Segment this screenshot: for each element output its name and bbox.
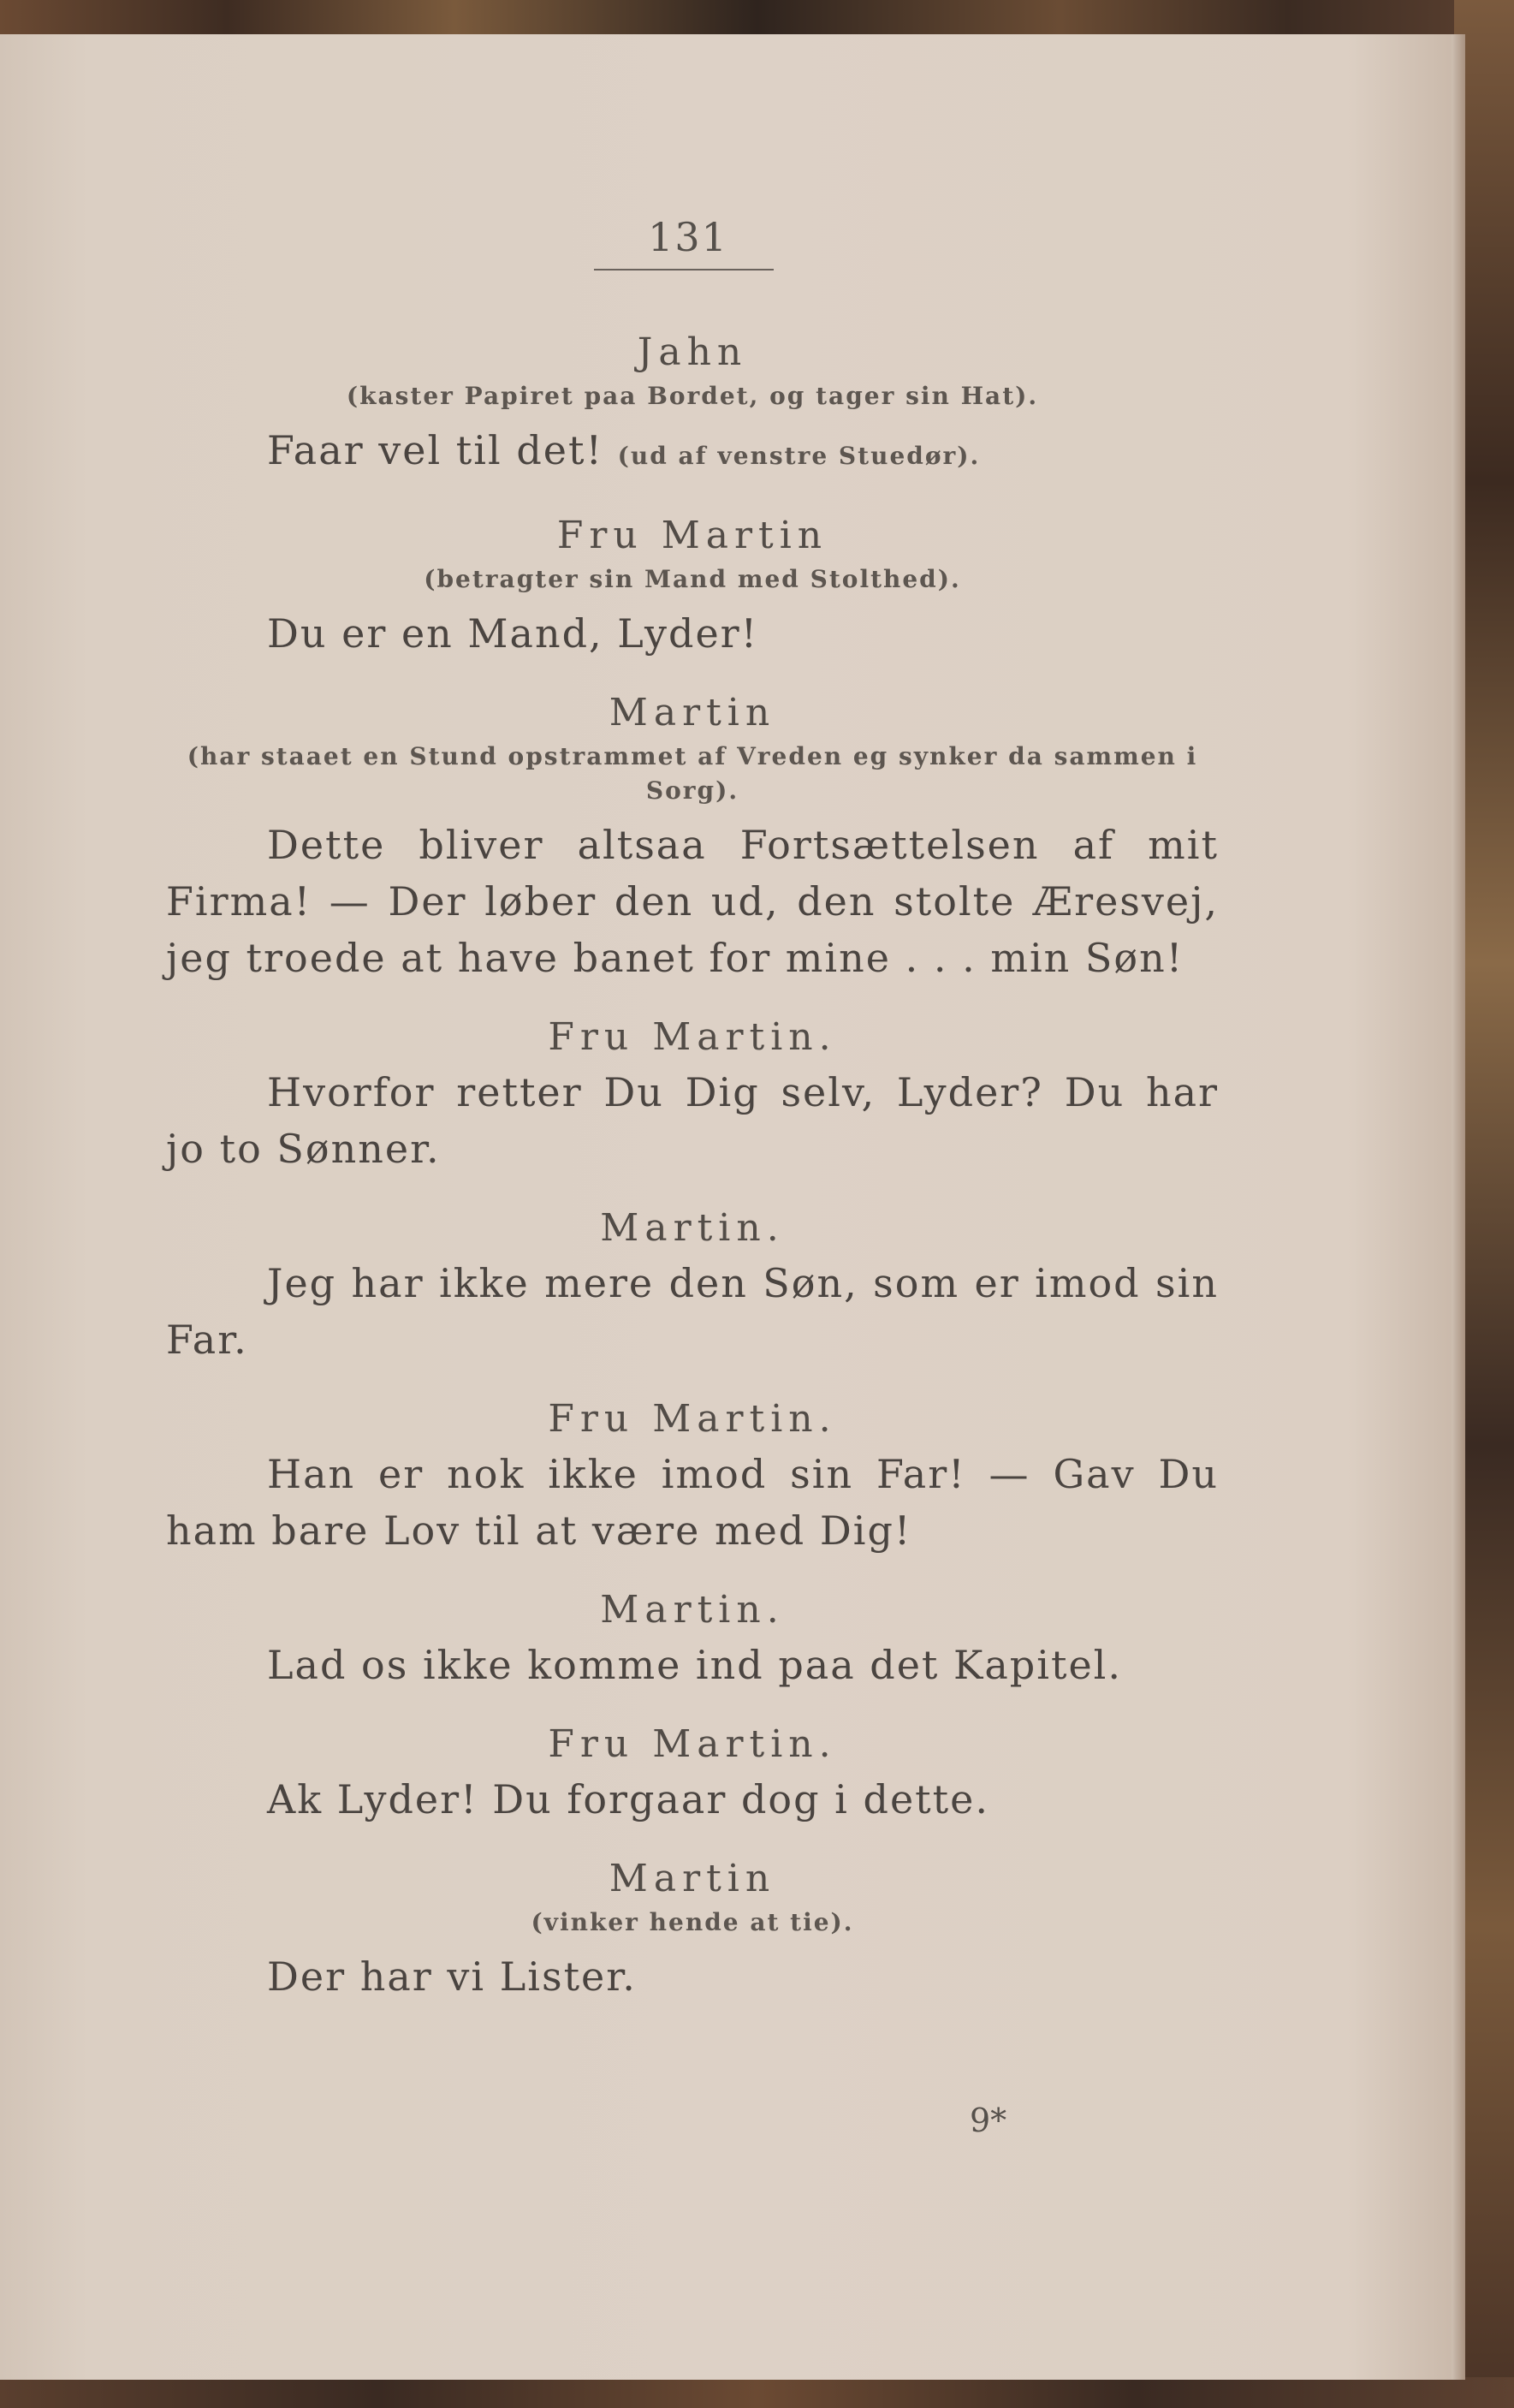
dialogue-line (267, 422, 1219, 485)
dialogue-line: Hvorfor retter Du Dig selv, Lyder? Du har jo to Sønner. (166, 1069, 1219, 1172)
dialogue-line: Der har vi Lister. (267, 1953, 637, 2000)
book-cover-bottom-edge (0, 2377, 1514, 2408)
stage-direction: (vinker hende at tie). (531, 1908, 854, 1936)
speaker-name: Fru Martin. (548, 1722, 837, 1766)
page-number: 131 (648, 214, 728, 260)
stage-direction: (kaster Papiret paa Bordet, og tager sin Hat). (346, 382, 1039, 410)
page-content (166, 214, 1219, 2005)
dialogue-line: Jeg har ikke mere den Søn, som er imod sin Far. (166, 1260, 1219, 1363)
speaker-name: Fru Martin. (548, 1397, 837, 1441)
signature-mark: 9* (970, 2102, 1007, 2139)
inline-stage-direction: (ud af venstre Stuedør). (617, 442, 981, 470)
stage-direction: (betragter sin Mand med Stolthed). (424, 565, 961, 593)
dialogue-line: Dette bliver altsaa Fortsættelsen af mit Firma! — Der løber den ud, den stolte Æresvej, jeg troede at have banet for mine . . . min Søn! (166, 822, 1219, 981)
speaker-name: Jahn (637, 330, 748, 374)
dialogue-line: Du er en Mand, Lyder! (267, 610, 759, 657)
dialogue-line: Han er nok ikke imod sin Far! — Gav Du ham bare Lov til at være med Dig! (166, 1451, 1219, 1554)
speaker-name: Martin. (600, 1588, 785, 1632)
dialogue-line: Ak Lyder! Du forgaar dog i dette. (267, 1776, 989, 1822)
book-cover-top-edge (0, 0, 1514, 38)
dialogue-text: Faar vel til det! (267, 427, 603, 473)
dialogue-line: Lad os ikke komme ind paa det Kapitel. (267, 1642, 1123, 1688)
page-fold-shadow (1452, 34, 1465, 2380)
speaker-name: Martin. (600, 1206, 785, 1250)
page-number-rule (594, 269, 774, 271)
stage-direction: (har staaet en Stund opstrammet af Vreden eg synker da sammen i Sorg). (187, 742, 1198, 805)
speaker-name: Fru Martin. (548, 1015, 837, 1059)
speaker-name: Martin (609, 691, 776, 734)
speaker-name: Martin (609, 1857, 776, 1900)
speaker-name: Fru Martin (556, 514, 828, 557)
